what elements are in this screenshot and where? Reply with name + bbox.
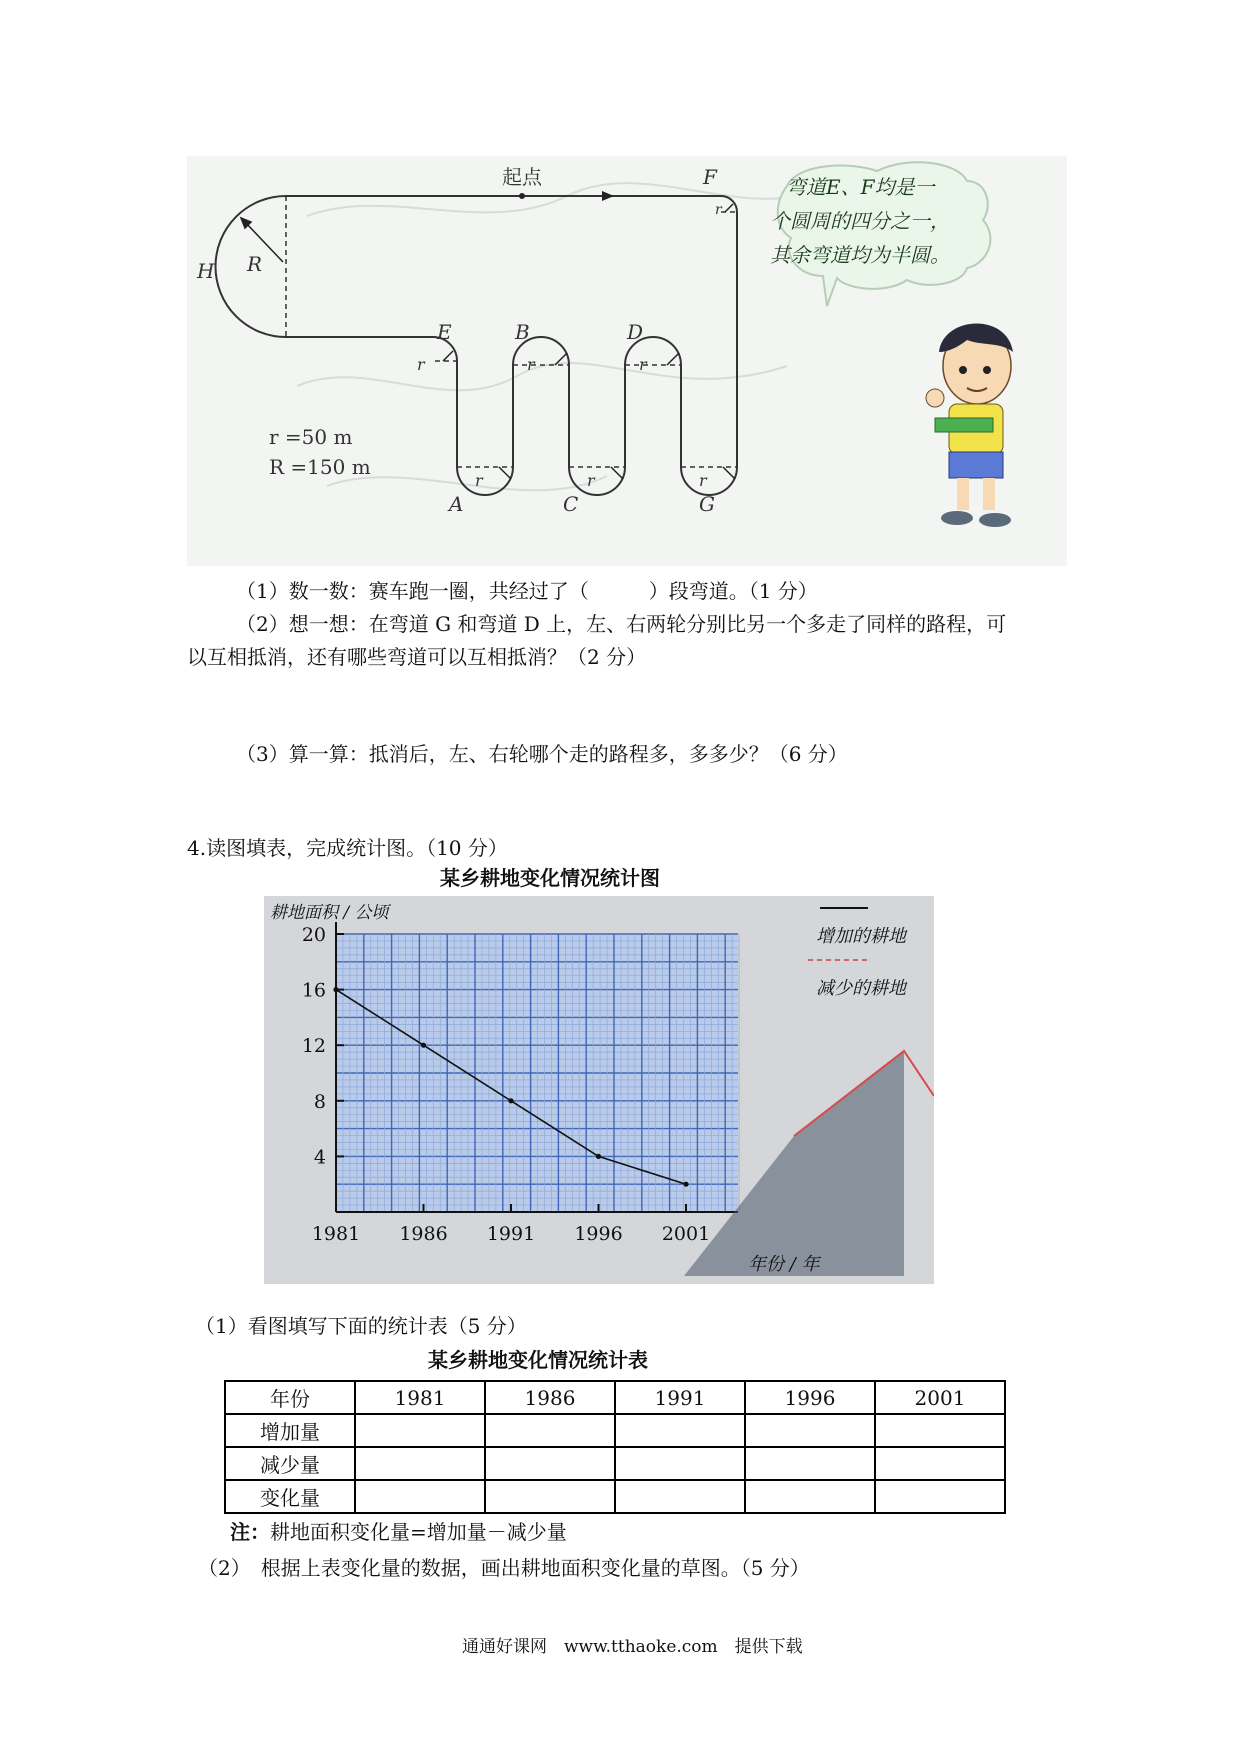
- start-label: 起点: [502, 165, 542, 189]
- table-row: [225, 1447, 1005, 1480]
- q4-sub2: （2） 根据上表变化量的数据，画出耕地面积变化量的草图。（5 分）: [198, 1556, 810, 1580]
- table-cell[interactable]: [745, 1447, 875, 1480]
- table-cell[interactable]: [875, 1447, 1005, 1480]
- footer-text: 通通好课网 www.tthaoke.com 提供下载: [462, 1637, 803, 1657]
- row-label-change: 变化量: [225, 1480, 355, 1513]
- radius-small-label-f: r: [715, 202, 722, 218]
- legend-label-decrease: 减少的耕地: [816, 978, 906, 999]
- table-cell[interactable]: [355, 1447, 485, 1480]
- boy-illustration: [926, 323, 1013, 527]
- table-cell[interactable]: [355, 1480, 485, 1513]
- radius-small-label-e: r: [417, 355, 425, 374]
- y-tick-label: 20: [301, 924, 326, 946]
- radius-small-label-g: r: [699, 471, 707, 490]
- bubble-line-3: 其余弯道均为半圆。: [770, 243, 950, 267]
- table-cell[interactable]: [875, 1480, 1005, 1513]
- x-tick-label: 1996: [574, 1223, 623, 1245]
- x-tick-label: 1981: [311, 1223, 361, 1245]
- table-cell[interactable]: [615, 1414, 745, 1447]
- table-cell[interactable]: [355, 1414, 485, 1447]
- curve-label-d: D: [627, 320, 644, 344]
- table-header-cell: 年份: [225, 1381, 355, 1414]
- curve-label-c: C: [563, 492, 579, 516]
- q4-heading: 4.读图填表，完成统计图。（10 分）: [187, 836, 508, 860]
- r-value-text: r =50 m: [269, 425, 353, 449]
- table-row: [225, 1414, 1005, 1447]
- note-label: 注：: [230, 1520, 270, 1544]
- y-tick-label: 16: [301, 979, 326, 1002]
- curve-label-e: E: [437, 320, 452, 344]
- data-point: [596, 1154, 601, 1159]
- y-tick-label: 8: [313, 1090, 326, 1113]
- table-title: 某乡耕地变化情况统计表: [428, 1348, 648, 1372]
- table-cell[interactable]: [745, 1414, 875, 1447]
- note-text: 耕地面积变化量=增加量－减少量: [270, 1520, 567, 1544]
- data-point: [333, 987, 338, 992]
- legend-label-increase: 增加的耕地: [816, 926, 906, 947]
- table-cell[interactable]: [615, 1480, 745, 1513]
- q3-part2-line2: 以互相抵消，还有哪些弯道可以互相抵消？（2 分）: [187, 645, 647, 669]
- table-row: [225, 1480, 1005, 1513]
- row-label-increase: 增加量: [225, 1414, 355, 1447]
- radius-small-label-c: r: [587, 471, 595, 490]
- table-cell[interactable]: [875, 1414, 1005, 1447]
- chart-xlabel: 年份 / 年: [748, 1254, 820, 1275]
- table-header-row: [225, 1381, 1005, 1414]
- q3-part1: （1）数一数：赛车跑一圈，共经过了（ ）段弯道。（1 分）: [236, 579, 818, 603]
- x-tick-label: 1986: [399, 1223, 448, 1245]
- table-cell[interactable]: [485, 1480, 615, 1513]
- chart-ylabel: 耕地面积 / 公顷: [270, 903, 389, 923]
- data-point: [508, 1098, 513, 1103]
- table-cell[interactable]: [485, 1447, 615, 1480]
- table-note: [230, 1516, 567, 1548]
- table-header-cell: 1996: [745, 1381, 875, 1414]
- radius-small-label-b: r: [527, 355, 535, 374]
- curve-label-b: B: [515, 320, 530, 344]
- y-tick-label: 12: [301, 1035, 326, 1058]
- data-point: [421, 1043, 426, 1048]
- x-tick-label: 1991: [486, 1223, 536, 1245]
- curve-label-f: F: [703, 165, 717, 189]
- table-cell[interactable]: [485, 1414, 615, 1447]
- q3-part2-line1: （2）想一想：在弯道 G 和弯道 D 上，左、右两轮分别比另一个多走了同样的路程，可: [236, 612, 1007, 636]
- chart-title: 某乡耕地变化情况统计图: [440, 866, 660, 890]
- q3-part3: （3）算一算：抵消后，左、右轮哪个走的路程多，多多少？（6 分）: [236, 742, 848, 766]
- table-cell[interactable]: [615, 1447, 745, 1480]
- table-cell[interactable]: [745, 1480, 875, 1513]
- radius-small-label-a: r: [475, 471, 483, 490]
- bubble-line-1: 弯道E、F均是一: [786, 175, 935, 199]
- q4-sub1: （1）看图填写下面的统计表（5 分）: [195, 1314, 527, 1338]
- table-header-cell: 2001: [875, 1381, 1005, 1414]
- radius-small-label-d: r: [639, 355, 647, 374]
- curve-label-h: H: [197, 259, 215, 283]
- curve-label-g: G: [699, 492, 715, 516]
- curve-label-a: A: [449, 492, 464, 516]
- bubble-line-2: 个圆周的四分之一，: [770, 209, 950, 233]
- R-value-text: R =150 m: [269, 455, 371, 479]
- table-header-cell: 1981: [355, 1381, 485, 1414]
- row-label-decrease: 减少量: [225, 1447, 355, 1480]
- y-tick-label: 4: [313, 1146, 326, 1169]
- x-tick-label: 2001: [661, 1223, 711, 1245]
- stat-table: [224, 1380, 1006, 1514]
- table-header-cell: 1986: [485, 1381, 615, 1414]
- data-point: [683, 1182, 688, 1187]
- table-header-cell: 1991: [615, 1381, 745, 1414]
- radius-big-label: R: [247, 252, 263, 276]
- line-chart: [264, 896, 934, 1284]
